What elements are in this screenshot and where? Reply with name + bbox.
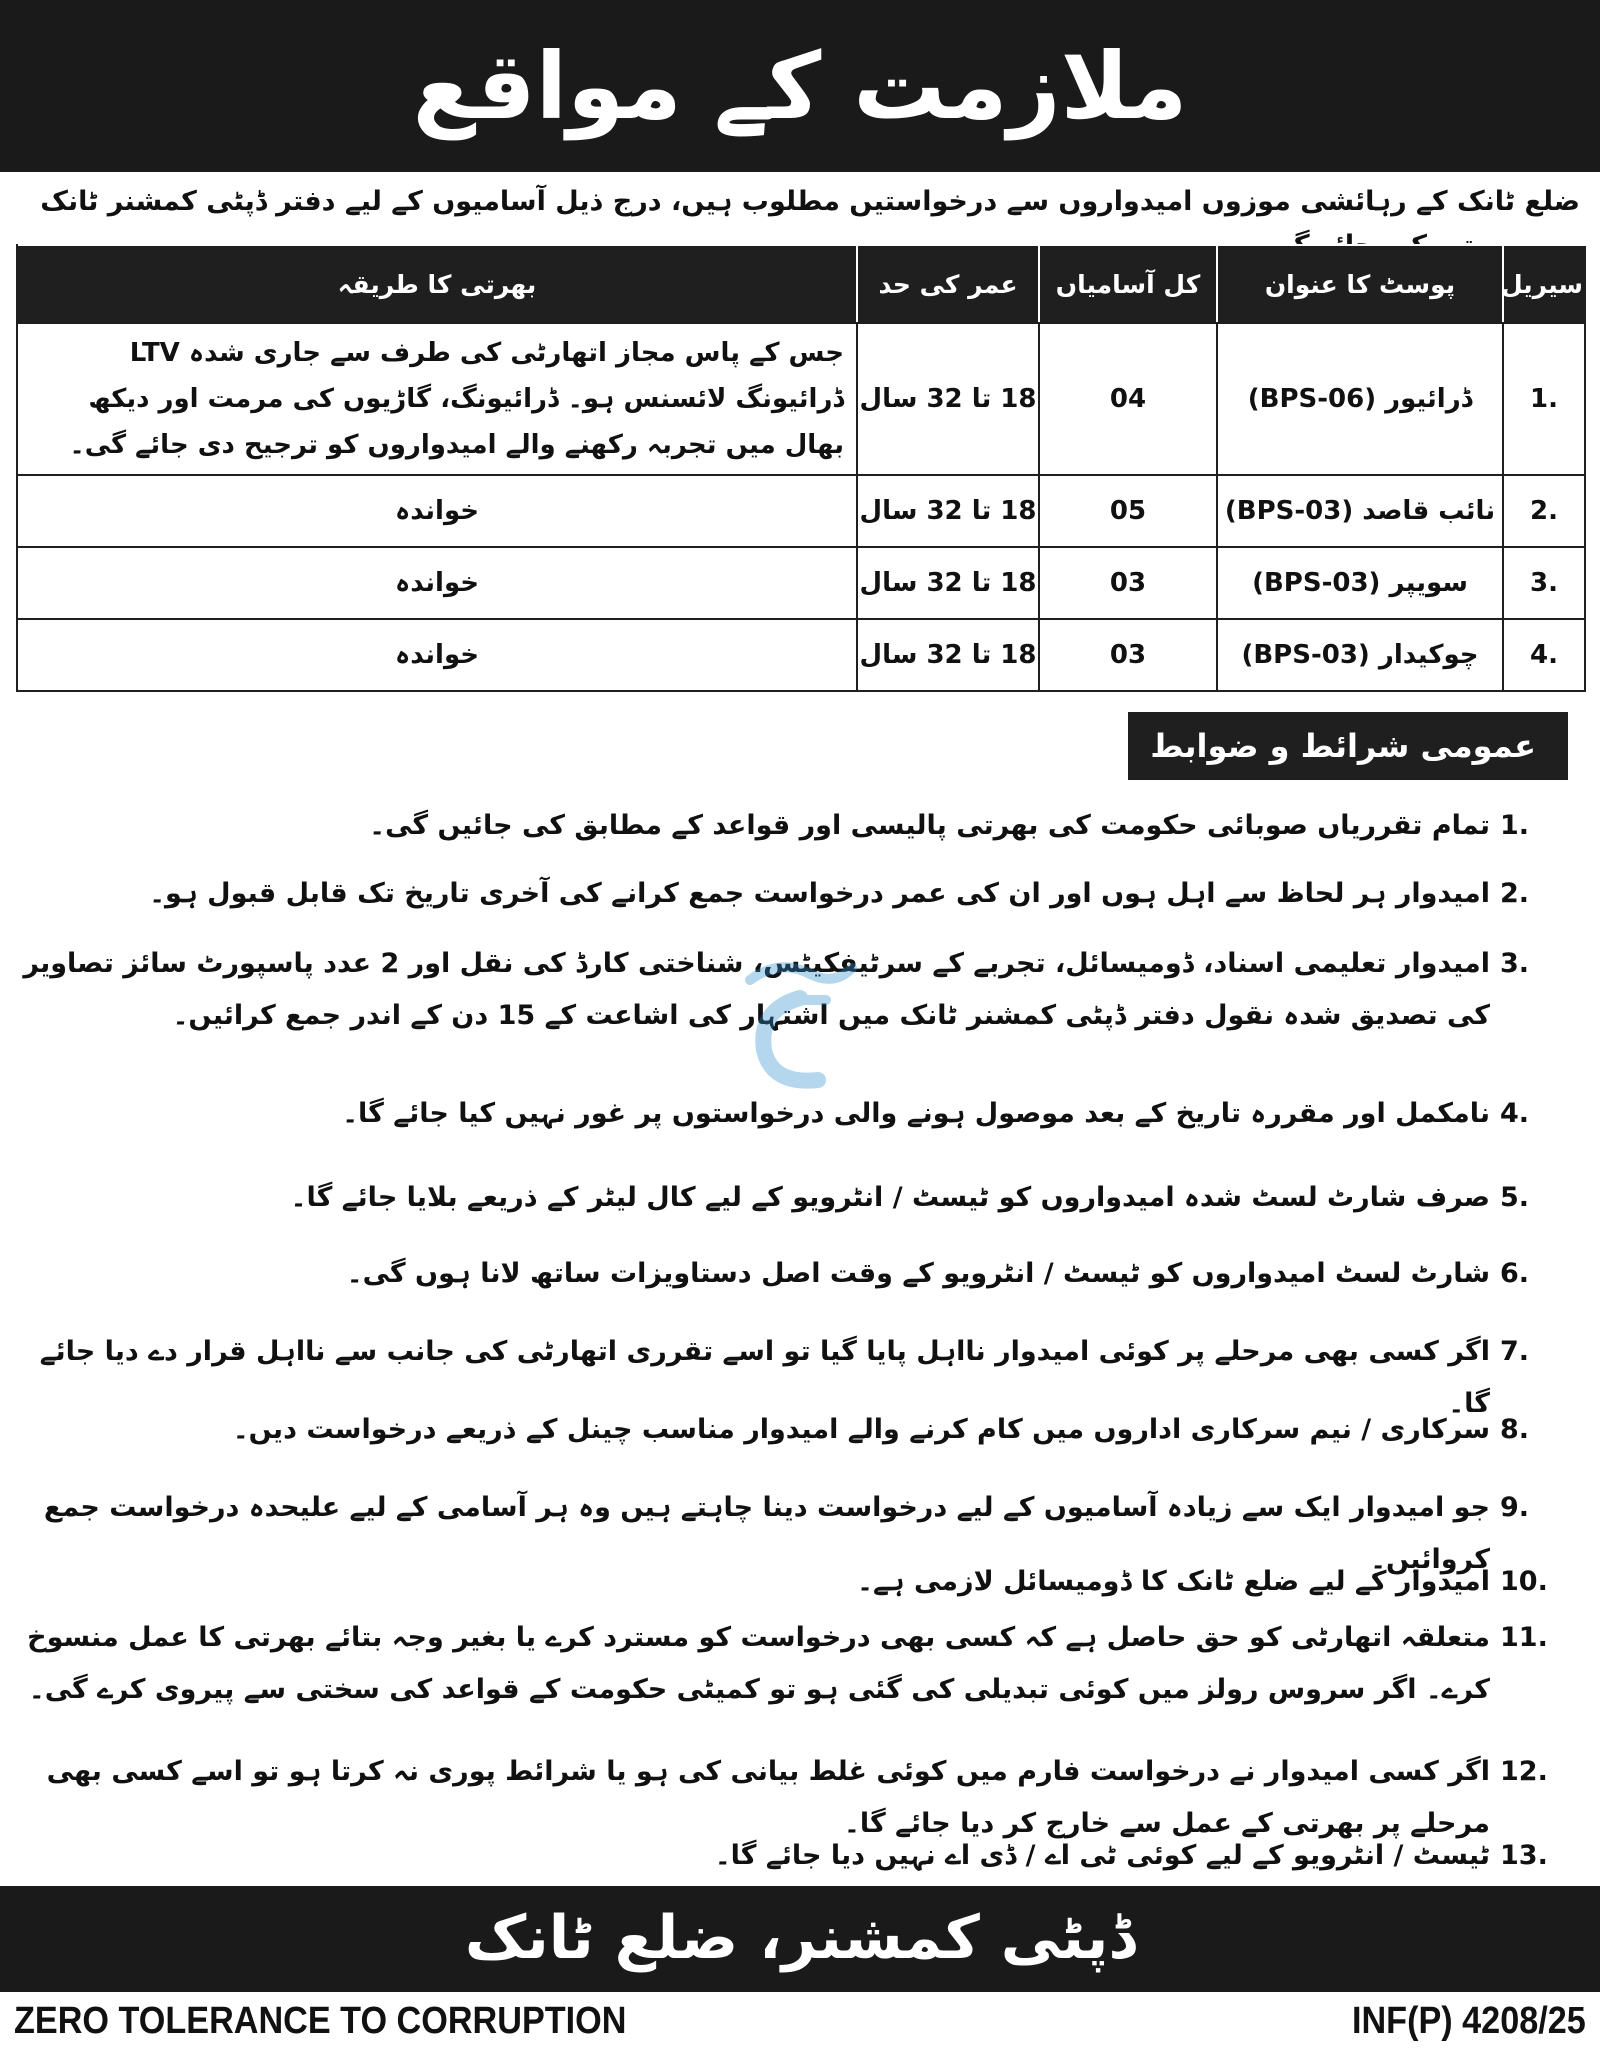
- list-item: [20, 1404, 1580, 1456]
- header-serial: سیریل: [1503, 245, 1585, 323]
- list-item: [20, 1248, 1580, 1300]
- item-text: امیدوار ہر لحاظ سے اہل ہوں اور ان کی عمر درخواست جمع کرانے کی آخری تاریخ تک قابل قبول ہو۔: [149, 878, 1490, 909]
- header-post-title: پوسٹ کا عنوان: [1217, 245, 1503, 323]
- cell-method: خواندہ: [17, 619, 857, 691]
- item-text: متعلقہ اتھارٹی کو حق حاصل ہے کہ کسی بھی درخواست کو مسترد کرے یا بغیر وجہ بتائے بھرتی کا عمل منسوخ کرے۔ اگر سروس رولز میں کوئی تبدیلی کی گئی ہو تو کمیٹی حکومت کے قواعد کی سختی سے پیروی کرے گی۔: [27, 1622, 1490, 1705]
- item-number: 9.: [1500, 1492, 1530, 1523]
- list-item: [20, 868, 1580, 920]
- item-text: امیدوار تعلیمی اسناد، ڈومیسائل، تجربے کے سرٹیفکیٹس، شناختی کارڈ کی نقل اور 2 عدد پاسپورٹ سائز تصاویر کی تصدیق شدہ نقول دفتر ڈپٹی کمشنر ٹانک میں اشتہار کی اشاعت کے 15 دن کے اندر جمع کرائیں۔: [23, 948, 1490, 1031]
- footer: [0, 1990, 1600, 2054]
- conditions-heading: عمومی شرائط و ضوابط: [1128, 712, 1568, 780]
- item-number: 12.: [1500, 1756, 1548, 1787]
- posts-table: [16, 244, 1586, 692]
- footer-reference: INF(P) 4208/25: [1352, 2000, 1586, 2042]
- table-header-row: [17, 245, 1585, 323]
- list-item: [20, 1830, 1580, 1882]
- list-item: [20, 800, 1580, 852]
- list-item: [20, 1612, 1580, 1716]
- cell-post: ڈرائیور (BPS-06): [1217, 323, 1503, 475]
- logo-watermark-icon: [740, 950, 860, 1090]
- table-row: [17, 475, 1585, 547]
- cell-post: چوکیدار (BPS-03): [1217, 619, 1503, 691]
- footer-slogan: ZERO TOLERANCE TO CORRUPTION: [14, 2000, 627, 2042]
- header-total-posts: کل آسامیاں: [1039, 245, 1217, 323]
- cell-age: 18 تا 32 سال: [857, 475, 1039, 547]
- item-text: نامکمل اور مقررہ تاریخ کے بعد موصول ہونے والی درخواستوں پر غور نہیں کیا جائے گا۔: [342, 1098, 1490, 1129]
- signature-band: [0, 1886, 1600, 1990]
- cell-count: 03: [1039, 619, 1217, 691]
- list-item: [20, 1556, 1580, 1608]
- cell-count: 03: [1039, 547, 1217, 619]
- header-banner: [0, 0, 1600, 172]
- item-number: 1.: [1500, 810, 1530, 841]
- item-text: اگر کسی بھی مرحلے پر کوئی امیدوار نااہل پایا گیا تو اسے تقرری اتھارٹی کی جانب سے نااہل قرار دے دیا جائے گا۔: [39, 1336, 1490, 1419]
- cell-method: خواندہ: [17, 475, 857, 547]
- header-age-limit: عمر کی حد: [857, 245, 1039, 323]
- table-row: [17, 619, 1585, 691]
- item-number: 2.: [1500, 878, 1530, 909]
- list-item: [20, 1088, 1580, 1140]
- header-recruitment-method: بھرتی کا طریقہ: [17, 245, 857, 323]
- item-text: شارٹ لسٹ امیدواروں کو ٹیسٹ / انٹرویو کے وقت اصل دستاویزات ساتھ لانا ہوں گی۔: [346, 1258, 1490, 1289]
- list-item: [20, 1172, 1580, 1224]
- item-number: 3.: [1500, 948, 1530, 979]
- item-text: جو امیدوار ایک سے زیادہ آسامیوں کے لیے درخواست دینا چاہتے ہیں وہ ہر آسامی کے لیے علیحدہ درخواست جمع کروائیں۔: [43, 1492, 1490, 1575]
- item-number: 10.: [1500, 1566, 1548, 1597]
- cell-age: 18 تا 32 سال: [857, 619, 1039, 691]
- cell-serial: 3.: [1503, 547, 1585, 619]
- item-text: صرف شارٹ لسٹ شدہ امیدواروں کو ٹیسٹ / انٹرویو کے لیے کال لیٹر کے ذریعے بلایا جائے گا۔: [290, 1182, 1490, 1213]
- item-text: ٹیسٹ / انٹرویو کے لیے کوئی ٹی اے / ڈی اے نہیں دیا جائے گا۔: [714, 1840, 1490, 1871]
- signature-text: ڈپٹی کمشنر، ضلع ٹانک: [464, 1903, 1136, 1973]
- intro-text: ضلع ٹانک کے رہائشی موزوں امیدواروں سے درخواستیں مطلوب ہیں، درج ذیل آسامیوں کے لیے دفتر ڈپٹی کمشنر ٹانک: [40, 186, 1580, 217]
- item-number: 4.: [1500, 1098, 1530, 1129]
- cell-age: 18 تا 32 سال: [857, 547, 1039, 619]
- item-number: 11.: [1500, 1622, 1548, 1653]
- page-title: ملازمت کے مواقع: [412, 32, 1188, 140]
- item-number: 13.: [1500, 1840, 1548, 1871]
- item-number: 7.: [1500, 1336, 1530, 1367]
- item-number: 5.: [1500, 1182, 1530, 1213]
- item-text: امیدوار کے لیے ضلع ٹانک کا ڈومیسائل لازمی ہے۔: [857, 1566, 1490, 1597]
- cell-serial: 2.: [1503, 475, 1585, 547]
- cell-count: 05: [1039, 475, 1217, 547]
- cell-serial: 4.: [1503, 619, 1585, 691]
- item-number: 6.: [1500, 1258, 1530, 1289]
- table-row: [17, 323, 1585, 475]
- cell-serial: 1.: [1503, 323, 1585, 475]
- item-text: تمام تقرریاں صوبائی حکومت کی بھرتی پالیسی اور قواعد کے مطابق کی جائیں گی۔: [369, 810, 1490, 841]
- item-number: 8.: [1500, 1414, 1530, 1445]
- cell-post: نائب قاصد (BPS-03): [1217, 475, 1503, 547]
- cell-method: جس کے پاس مجاز اتھارٹی کی طرف سے جاری شدہ LTV ڈرائیونگ لائسنس ہو۔ ڈرائیونگ، گاڑیوں کی مرمت اور دیکھ بھال میں تجربہ رکھنے والے امیدواروں کو ترجیح دی جائے گی۔: [17, 323, 857, 475]
- item-text: اگر کسی امیدوار نے درخواست فارم میں کوئی غلط بیانی کی ہو یا شرائط پوری نہ کرتا ہو تو اسے کسی بھی مرحلے پر بھرتی کے عمل سے خارج کر دیا جائے گا۔: [46, 1756, 1490, 1839]
- item-text: سرکاری / نیم سرکاری اداروں میں کام کرنے والے امیدوار مناسب چینل کے ذریعے درخواست دیں۔: [232, 1414, 1490, 1445]
- table-row: [17, 547, 1585, 619]
- cell-method: خواندہ: [17, 547, 857, 619]
- cell-count: 04: [1039, 323, 1217, 475]
- cell-post: سویپر (BPS-03): [1217, 547, 1503, 619]
- cell-age: 18 تا 32 سال: [857, 323, 1039, 475]
